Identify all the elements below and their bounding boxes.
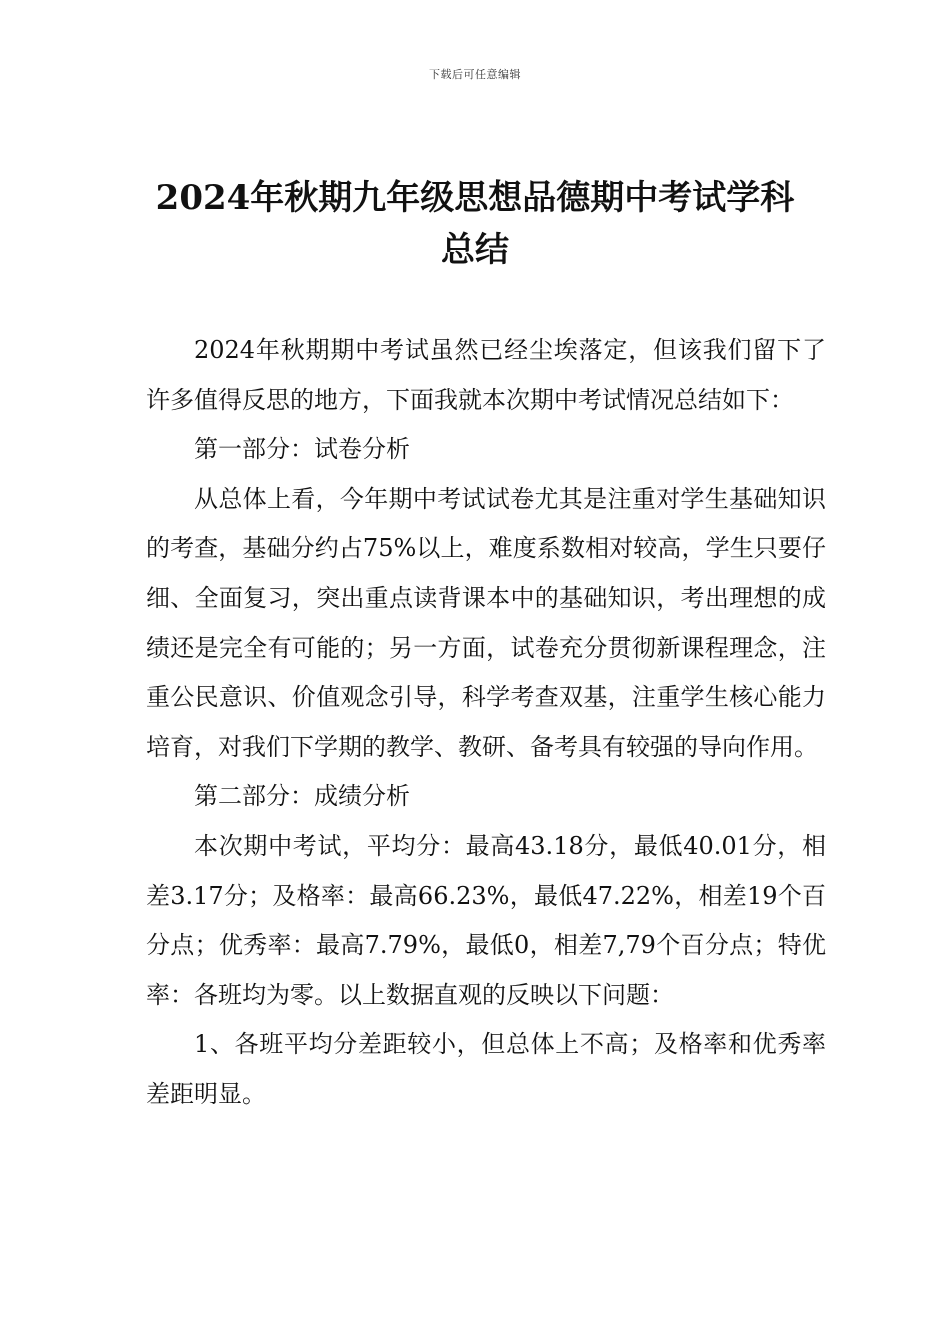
- title-line-2: 总结: [441, 230, 509, 270]
- document-body: [146, 326, 826, 1120]
- paragraph-point-1: 1、各班平均分差距较小，但总体上不高；及格率和优秀率差距明显。: [146, 1030, 826, 1108]
- title-line-1: 2024年秋期九年级思想品德期中考试学科: [155, 178, 795, 218]
- header-note: 下载后可任意编辑: [429, 68, 521, 81]
- paragraph-score-analysis: 本次期中考试，平均分：最高43.18分，最低40.01分，相差3.17分；及格率：最高66.23%，最低47.22%，相差19个百分点；优秀率：最高7.79%，最低0，相差7,79个百分点；特优率：各班均为零。以上数据直观的反映以下问题：: [146, 831, 826, 1009]
- document-title: [120, 172, 830, 276]
- paragraph-paper-analysis: 从总体上看，今年期中考试试卷尤其是注重对学生基础知识的考查，基础分约占75%以上，难度系数相对较高，学生只要仔细、全面复习，突出重点读背课本中的基础知识，考出理想的成绩还是完全有可能的；另一方面，试卷充分贯彻新课程理念，注重公民意识、价值观念引导，科学考查双基，注重学生核心能力培育，对我们下学期的教学、教研、备考具有较强的导向作用。: [146, 484, 826, 761]
- paragraph-intro: 2024年秋期期中考试虽然已经尘埃落定，但该我们留下了许多值得反思的地方，下面我就本次期中考试情况总结如下：: [146, 336, 826, 414]
- section-heading-1: 第一部分：试卷分析: [194, 435, 410, 464]
- section-heading-2: 第二部分：成绩分析: [194, 782, 410, 811]
